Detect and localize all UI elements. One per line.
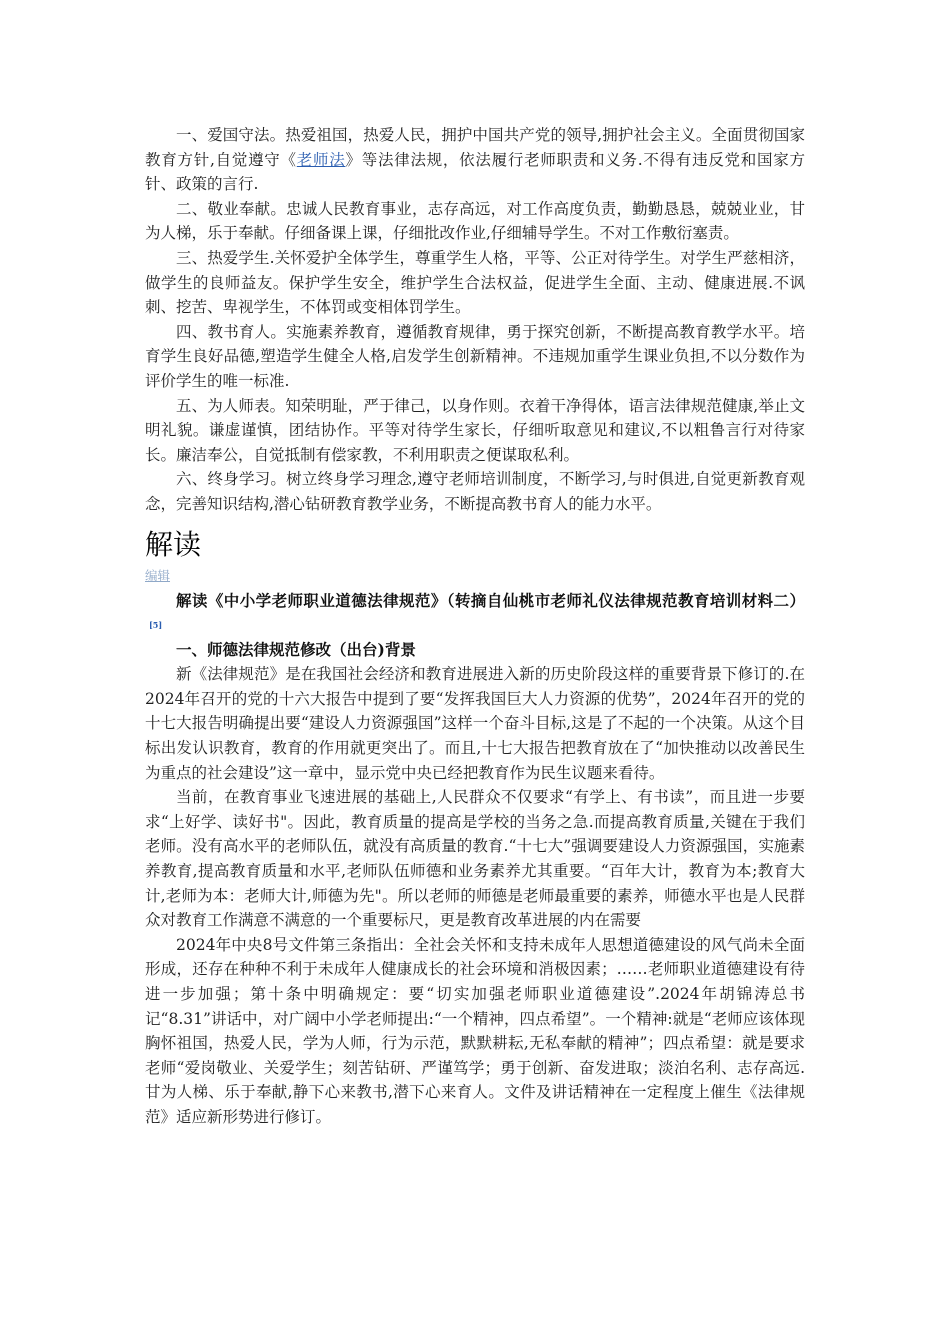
edit-link[interactable]: 编辑 [145,567,171,583]
background-paragraph-1: 新《法律规范》是在我国社会经济和教育进展进入新的历史阶段这样的重要背景下修订的.在2024年召开的党的十六大报告中提到了要“发挥我国巨大人力资源的优势”，2024年召开的党的十七大报告明确提出要“建设人力资源强国”这样一个奋斗目标,这是了不起的一个决策。从这个目标出发认识教育，教育的作用就更突出了。而且,十七大报告把教育放在了“加快推动以改善民生为重点的社会建设”这一章中，显示党中央已经把教育作为民生议题来看待。 [145,665,805,782]
background-paragraph-3: 2024年中央8号文件第三条指出：全社会关怀和支持未成年人思想道德建设的风气尚未全面形成，还存在种种不利于未成年人健康成长的社会环境和消极因素；……老师职业道德建设有待进一步加强；第十条中明确规定：要“切实加强老师职业道德建设”.2024年胡锦涛总书记“8.31”讲话中，对广阔中小学老师提出:“一个精神，四点希望”。一个精神:就是“老师应该体现胸怀祖国，热爱人民，学为人师，行为示范，默默耕耘,无私奉献的精神”；四点希望：就是要求老师“爱岗敬业、关爱学生；刻苦钻研、严谨笃学；勇于创新、奋发进取；淡泊名利、志存高远.甘为人梯、乐于奉献,静下心来教书,潜下心来育人。文件及讲话精神在一定程度上催生《法律规范》适应新形势进行修订。 [145,935,805,1126]
conduct-item-5: 五、为人师表。知荣明耻，严于律己，以身作则。衣着干净得体，语言法律规范健康,举止文明礼貌。谦虚谨慎，团结协作。平等对待学生家长，仔细听取意见和建议,不以粗鲁言行对待家长。廉洁奉公，自觉抵制有偿家教，不利用职责之便谋取私利。 [145,396,805,464]
conduct-item-4: 四、教书育人。实施素养教育，遵循教育规律，勇于探究创新，不断提高教育教学水平。培育学生良好品德,塑造学生健全人格,启发学生创新精神。不违规加重学生课业负担,不以分数作为评价学生的唯一标准. [145,322,805,390]
citation-link[interactable]: [5] [149,620,163,631]
section-subtitle [145,589,805,638]
conduct-item-1-rest: 》等法律法规，依法履行老师职责和义务.不得有违反党和国家方针、政策的言行. [145,150,805,194]
conduct-item-6: 六、终身学习。树立终身学习理念,遵守老师培训制度，不断学习,与时俱进,自觉更新教育观念，完善知识结构,潜心钻研教育教学业务，不断提高教书育人的能力水平。 [145,470,805,513]
conduct-item-2: 二、敬业奉献。忠诚人民教育事业，志存高远，对工作高度负责，勤勤恳恳，兢兢业业，甘为人梯，乐于奉献。仔细备课上课，仔细批改作业,仔细辅导学生。不对工作敷衍塞责。 [145,199,805,243]
subheading-background: 一、师德法律规范修改（出台)背景 [176,639,416,659]
document-page [145,123,805,1130]
conduct-item-1-text: 一、爱国守法。热爱祖国，热爱人民，拥护中国共产党的领导,拥护社会主义。全面贯彻国家教育方针,自觉遵守《 [145,126,805,169]
teacher-law-link[interactable]: 老师法 [296,150,346,169]
subtitle-text: 解读《中小学老师职业道德法律规范》（转摘自仙桃市老师礼仪法律规范教育培训材料二） [176,590,805,610]
conduct-item-1 [145,123,805,197]
conduct-item-3: 三、热爱学生.关怀爱护全体学生，尊重学生人格，平等、公正对待学生。对学生严慈相济，做学生的良师益友。保护学生安全，维护学生合法权益，促进学生全面、主动、健康进展.不讽刺、挖苦、卑视学生，不体罚或变相体罚学生。 [145,248,805,317]
background-paragraph-2: 当前，在教育事业飞速进展的基础上,人民群众不仅要求“有学上、有书读”，而且进一步要求“上好学、读好书"。因此，教育质量的提高是学校的当务之急.而提高教育质量,关键在于我们老师。没有高水平的老师队伍，就没有高质量的教育.“十七大”强调要建设人力资源强国，实施素养教育,提高教育质量和水平,老师队伍师德和业务素养尤其重要。“百年大计，教育为本;教育大计,老师为本：老师大计,师德为先"。所以老师的师德是老师最重要的素养，师德水平也是人民群众对教育工作满意不满意的一个重要标尺，更是教育改革进展的内在需要 [145,788,805,930]
section-heading: 解读 [145,527,202,561]
